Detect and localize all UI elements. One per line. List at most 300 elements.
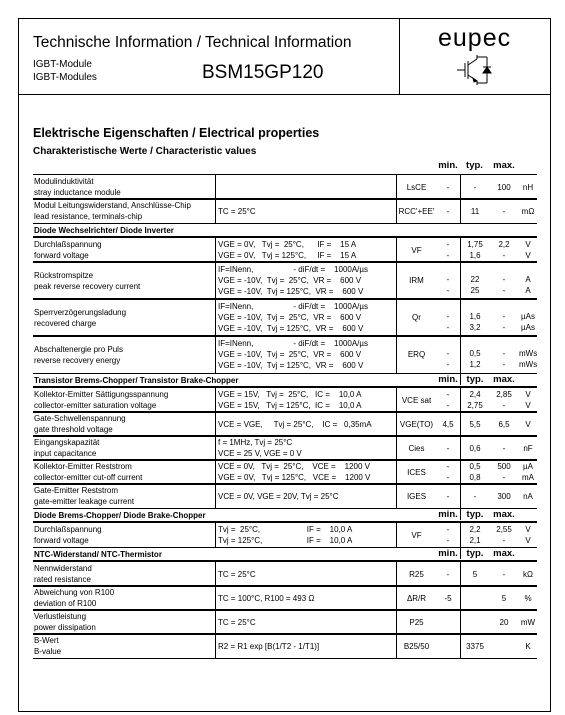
test-conditions [215,523,396,547]
test-conditions [215,238,396,262]
value-text: mΩ [521,206,535,216]
condition-line: VCE = 25 V, VGE = 0 V [218,449,302,458]
condition-line: VGE = 0V, Tvj = 125°C, IF = 15 A [218,251,357,260]
value-typ [460,634,489,658]
spacer [461,263,489,274]
test-conditions [215,336,396,373]
value-text: µAs [521,312,535,321]
value-min [436,238,460,262]
value-text: - [473,491,477,501]
value-text: - [446,275,450,284]
value-text: mWs [519,349,538,358]
value-typ [460,412,489,436]
value-typ [460,586,489,610]
value-unit [519,523,537,547]
parameter-name [33,199,215,223]
section-label: Diode Wechselrichter/ Diode Inverter [34,226,174,235]
value-text: - [502,360,506,369]
page-header [19,19,550,95]
spacer [461,300,489,311]
parameter-name-de: Kollektor-Emitter Sättigungsspannung [34,390,169,399]
parameter-name [33,562,215,586]
value-text: - [502,251,506,260]
table-row [33,561,537,587]
parameter-name-en: peak reverse recovery current [34,281,141,291]
spacer [489,337,519,348]
value-min [436,634,460,658]
test-conditions [215,586,396,610]
header-title: Technische Information / Technical Information [33,34,352,51]
value-text: 1,6 [469,251,481,260]
value-min [436,436,460,460]
symbol: VCE sat [396,388,436,412]
value-text: 0,8 [469,473,481,482]
value-text: -5 [444,593,452,603]
condition-line: VGE = 15V, Tvj = 25°C, IC = 10,0 A [218,390,362,399]
spacer [436,300,460,311]
value-min [436,586,460,610]
spacer [461,337,489,348]
column-header-typ: typ. [460,509,489,520]
value-text: - [502,349,506,358]
condition-line: f = 1MHz, Tvj = 25°C [218,438,293,447]
value-text: - [446,323,450,332]
value-text: µAs [521,323,535,332]
section-label: Diode Brems-Chopper/ Diode Brake-Chopper [34,511,206,520]
symbol: VF [396,523,436,547]
value-min [436,523,460,547]
symbol: VGE(TO) [396,412,436,436]
value-text: - [446,251,450,260]
value-max [489,484,519,508]
test-conditions [215,460,396,484]
parameter-name-de: Nennwiderstand [34,564,92,573]
value-text: - [446,360,450,369]
parameter-name [33,175,215,199]
test-conditions [215,484,396,508]
value-max [489,436,519,460]
parameter-name-de: Gate-Schwellenspannung [34,414,126,423]
value-text: 1,2 [469,360,481,369]
condition-line: VCE = 0V, Tvj = 25°C, VCE = 1200 V [218,462,370,471]
table-row [33,261,537,300]
value-unit [519,484,537,508]
symbol: P25 [396,610,436,634]
column-header-typ: typ. [460,548,489,559]
column-header-max: max. [493,374,515,385]
value-typ [460,199,489,223]
value-text: mA [522,473,534,482]
value-typ [460,460,489,484]
column-header-min: min. [438,548,458,559]
value-min [436,175,460,199]
value-text: - [502,569,506,579]
value-unit [519,175,537,199]
section-label: Transistor Brems-Chopper/ Transistor Brake-Chopper [34,376,239,385]
table-row [33,335,537,374]
value-text: - [446,401,450,410]
value-text: - [502,323,506,332]
parameter-name [33,412,215,436]
table-row [33,459,537,485]
value-text: - [473,182,477,192]
parameter-name-de: Abweichung von R100 [34,588,115,597]
value-text: 25 [470,286,480,295]
spacer [489,300,519,311]
value-text: 2,1 [469,536,481,545]
spacer [519,263,537,274]
table-section-heading [33,225,537,237]
value-typ [460,262,489,299]
parameter-name-en: gate-emitter leakage current [34,497,135,506]
value-max [489,262,519,299]
value-text: nA [523,491,533,501]
table-row [33,522,537,548]
value-text: 1,6 [469,312,481,321]
value-min [436,610,460,634]
value-typ [460,388,489,412]
value-text: - [446,206,450,216]
value-text: V [525,419,531,429]
value-unit [519,586,537,610]
column-header-min: min. [438,160,458,171]
value-typ [460,562,489,586]
test-conditions [215,299,396,336]
condition-line: IF=INenn, - diF/dt = 1000A/µs [218,339,369,348]
part-number: BSM15GP120 [202,62,324,83]
datasheet-page [18,18,551,712]
parameter-name-en: collector-emitter saturation voltage [34,401,157,410]
parameter-name-de: Modulinduktivität [34,177,94,186]
value-unit [519,460,537,484]
parameter-name-de: Eingangskapazität [34,438,100,447]
value-unit [519,199,537,223]
value-text: mW [520,617,536,627]
value-text: 5 [472,569,478,579]
value-text: 6,5 [498,419,510,429]
value-text: - [446,240,450,249]
value-max [489,610,519,634]
condition-line: VGE = -10V, Tvj = 25°C, VR = 600 V [218,276,362,285]
test-conditions [215,388,396,412]
value-text: 0,5 [469,462,481,471]
header-subtitle-de: IGBT-Module [33,59,92,70]
symbol: LsCE [396,175,436,199]
value-text: - [502,206,506,216]
parameter-name [33,436,215,460]
condition-line: IF=INenn, - diF/dt = 1000A/µs [218,302,369,311]
value-text: nH [522,182,534,192]
column-header-typ: typ. [460,374,489,385]
spacer [519,337,537,348]
test-conditions [215,634,396,658]
value-text: 20 [499,617,509,627]
condition-line: Tvj = 25°C, IF = 10,0 A [218,525,353,534]
parameter-name [33,388,215,412]
value-unit [519,262,537,299]
value-max [489,523,519,547]
parameter-name [33,262,215,299]
spacer [436,263,460,274]
value-typ [460,299,489,336]
value-text: A [525,286,531,295]
value-text: - [446,525,450,534]
value-min [436,412,460,436]
parameter-name-en: reverse recovery energy [34,355,121,365]
condition-line: VGE = -10V, Tvj = 125°C, VR = 600 V [218,361,364,370]
value-max [489,388,519,412]
symbol: ΔR/R [396,586,436,610]
value-text: - [446,443,450,453]
value-typ [460,484,489,508]
value-text: K [525,641,531,651]
value-min [436,562,460,586]
value-max [489,460,519,484]
value-text: 500 [497,462,511,471]
value-text: - [502,401,506,410]
parameter-name-en: rated resistance [34,575,91,584]
value-text: V [525,536,531,545]
value-text: - [502,536,506,545]
symbol: R25 [396,562,436,586]
value-text: - [502,275,506,284]
value-text: - [446,491,450,501]
parameter-name [33,523,215,547]
symbol: Qr [396,299,436,336]
value-text: 1,75 [467,240,483,249]
condition-line: VCE = VGE, Tvj = 25°C, IC = 0,35mA [218,419,372,429]
column-header-min: min. [438,374,458,385]
value-max [489,562,519,586]
symbol: ICES [396,460,436,484]
parameter-name [33,634,215,658]
parameter-name-de: Verlustleistung [34,612,87,621]
section-subtitle: Charakteristische Werte / Characteristic values [33,146,257,157]
value-unit [519,336,537,373]
table-row [33,411,537,437]
value-typ [460,523,489,547]
table-row [33,585,537,611]
value-text: 11 [470,206,480,216]
symbol: ERQ [396,336,436,373]
value-text: - [502,286,506,295]
test-conditions [215,262,396,299]
test-conditions [215,199,396,223]
parameter-name-de: Durchlaßspannung [34,240,102,249]
value-unit [519,238,537,262]
table-row [33,198,537,224]
value-unit [519,412,537,436]
parameter-name-en: recovered charge [34,318,97,328]
value-text: - [446,349,450,358]
condition-line: TC = 100°C, R100 = 493 Ω [218,593,315,603]
value-text: mWs [519,360,538,369]
value-text: V [525,251,531,260]
value-unit [519,436,537,460]
spacer [489,263,519,274]
table-row [33,633,537,659]
value-text: - [502,312,506,321]
value-min [436,484,460,508]
value-text: 5,5 [469,419,481,429]
table-section-heading [33,375,537,387]
symbol: Cies [396,436,436,460]
value-text: - [446,286,450,295]
value-text: µA [523,462,533,471]
value-text: V [525,525,531,534]
value-text: 2,4 [469,390,481,399]
value-unit [519,634,537,658]
value-max [489,412,519,436]
parameter-name-de: B-Wert [34,636,59,645]
condition-line: VGE = -10V, Tvj = 25°C, VR = 600 V [218,313,362,322]
parameter-name-de: Modul Leitungswiderstand, Anschlüsse-Chip [34,201,191,210]
value-text: 0,6 [469,443,481,453]
value-typ [460,610,489,634]
value-text: 2,75 [467,401,483,410]
value-text: A [525,275,531,284]
value-text: - [446,390,450,399]
test-conditions [215,562,396,586]
company-logo: eupec [438,24,512,52]
value-text: - [446,569,450,579]
column-header-max: max. [493,160,515,171]
parameter-name [33,460,215,484]
condition-line: TC = 25°C [218,206,256,216]
condition-line: Tvj = 125°C, IF = 10,0 A [218,536,353,545]
spacer [436,337,460,348]
table-section-heading [33,510,537,522]
value-max [489,175,519,199]
value-text: - [446,312,450,321]
value-text: nF [523,443,533,453]
value-text: kΩ [523,569,533,579]
table-row [33,298,537,337]
value-text: V [525,390,531,399]
value-unit [519,562,537,586]
value-min [436,299,460,336]
value-text: 0,5 [469,349,481,358]
value-typ [460,336,489,373]
parameter-name-de: Rückstromspitze [34,270,94,280]
parameter-name-en: stray inductance module [34,188,121,197]
section-label: NTC-Widerstand/ NTC-Thermistor [34,550,162,559]
condition-line: VGE = -10V, Tvj = 125°C, VR = 600 V [218,287,364,296]
value-text: 5 [501,593,507,603]
section-title: Elektrische Eigenschaften / Electrical properties [33,126,320,140]
symbol: IGES [396,484,436,508]
condition-line: VGE = 0V, Tvj = 25°C, IF = 15 A [218,240,357,249]
parameter-name-de: Abschaltenergie pro Puls [34,344,123,354]
symbol: RCC'+EE' [396,199,436,223]
value-min [436,262,460,299]
parameter-name-en: forward voltage [34,536,89,545]
parameter-name [33,586,215,610]
value-text: 4,5 [442,419,454,429]
parameter-name-en: lead resistance, terminals-chip [34,212,143,221]
value-text: - [446,182,450,192]
condition-line: VGE = -10V, Tvj = 25°C, VR = 600 V [218,350,362,359]
value-unit [519,610,537,634]
test-conditions [215,610,396,634]
value-text: 300 [497,491,511,501]
condition-line: IF=INenn, - diF/dt = 1000A/µs [218,265,369,274]
table-row [33,609,537,635]
value-max [489,586,519,610]
column-header-min: min. [438,509,458,520]
value-text: - [446,473,450,482]
value-text: - [446,462,450,471]
parameter-name [33,299,215,336]
spacer [519,300,537,311]
value-text: 2,55 [496,525,512,534]
igbt-symbol-icon [457,55,493,85]
condition-line: TC = 25°C [218,617,256,627]
parameter-name [33,238,215,262]
test-conditions [215,412,396,436]
symbol: IRM [396,262,436,299]
parameter-name-de: Kollektor-Emitter Reststrom [34,462,132,471]
value-text: 3375 [466,641,484,651]
value-text: 100 [497,182,511,192]
parameter-name-en: forward voltage [34,251,89,260]
header-subtitle-en: IGBT-Modules [33,72,97,83]
condition-line: VCE = 0V, VGE = 20V, Tvj = 25°C [218,491,339,501]
value-typ [460,436,489,460]
column-header-max: max. [493,548,515,559]
value-text: V [525,240,531,249]
condition-line: VGE = 15V, Tvj = 125°C, IC = 10,0 A [218,401,362,410]
value-max [489,634,519,658]
value-unit [519,388,537,412]
value-min [436,336,460,373]
header-left [19,19,399,94]
parameter-name-de: Durchlaßspannung [34,525,102,534]
value-unit [519,299,537,336]
value-max [489,336,519,373]
test-conditions [215,175,396,199]
value-text: 2,85 [496,390,512,399]
value-text: 22 [470,275,480,284]
table-row [33,174,537,200]
value-text: 2,2 [498,240,510,249]
value-min [436,388,460,412]
value-typ [460,238,489,262]
condition-line: VGE = 0V, Tvj = 125°C, VCE = 1200 V [218,473,371,482]
value-text: % [524,593,532,603]
symbol: VF [396,238,436,262]
parameter-name-en: deviation of R100 [34,599,97,608]
value-text: V [525,401,531,410]
value-text: - [502,443,506,453]
parameter-name [33,610,215,634]
symbol: B25/50 [396,634,436,658]
column-header-typ: typ. [466,160,483,171]
table-row [33,435,537,461]
header-logo-box [399,19,551,94]
value-max [489,238,519,262]
condition-line: TC = 25°C [218,569,256,579]
value-text: - [502,473,506,482]
value-text: 3,2 [469,323,481,332]
table-row [33,483,537,509]
parameter-name [33,484,215,508]
test-conditions [215,436,396,460]
column-header-row [33,160,537,174]
column-header-max: max. [493,509,515,520]
parameter-name-de: Sperrverzögerungsladung [34,307,127,317]
value-text: - [446,536,450,545]
